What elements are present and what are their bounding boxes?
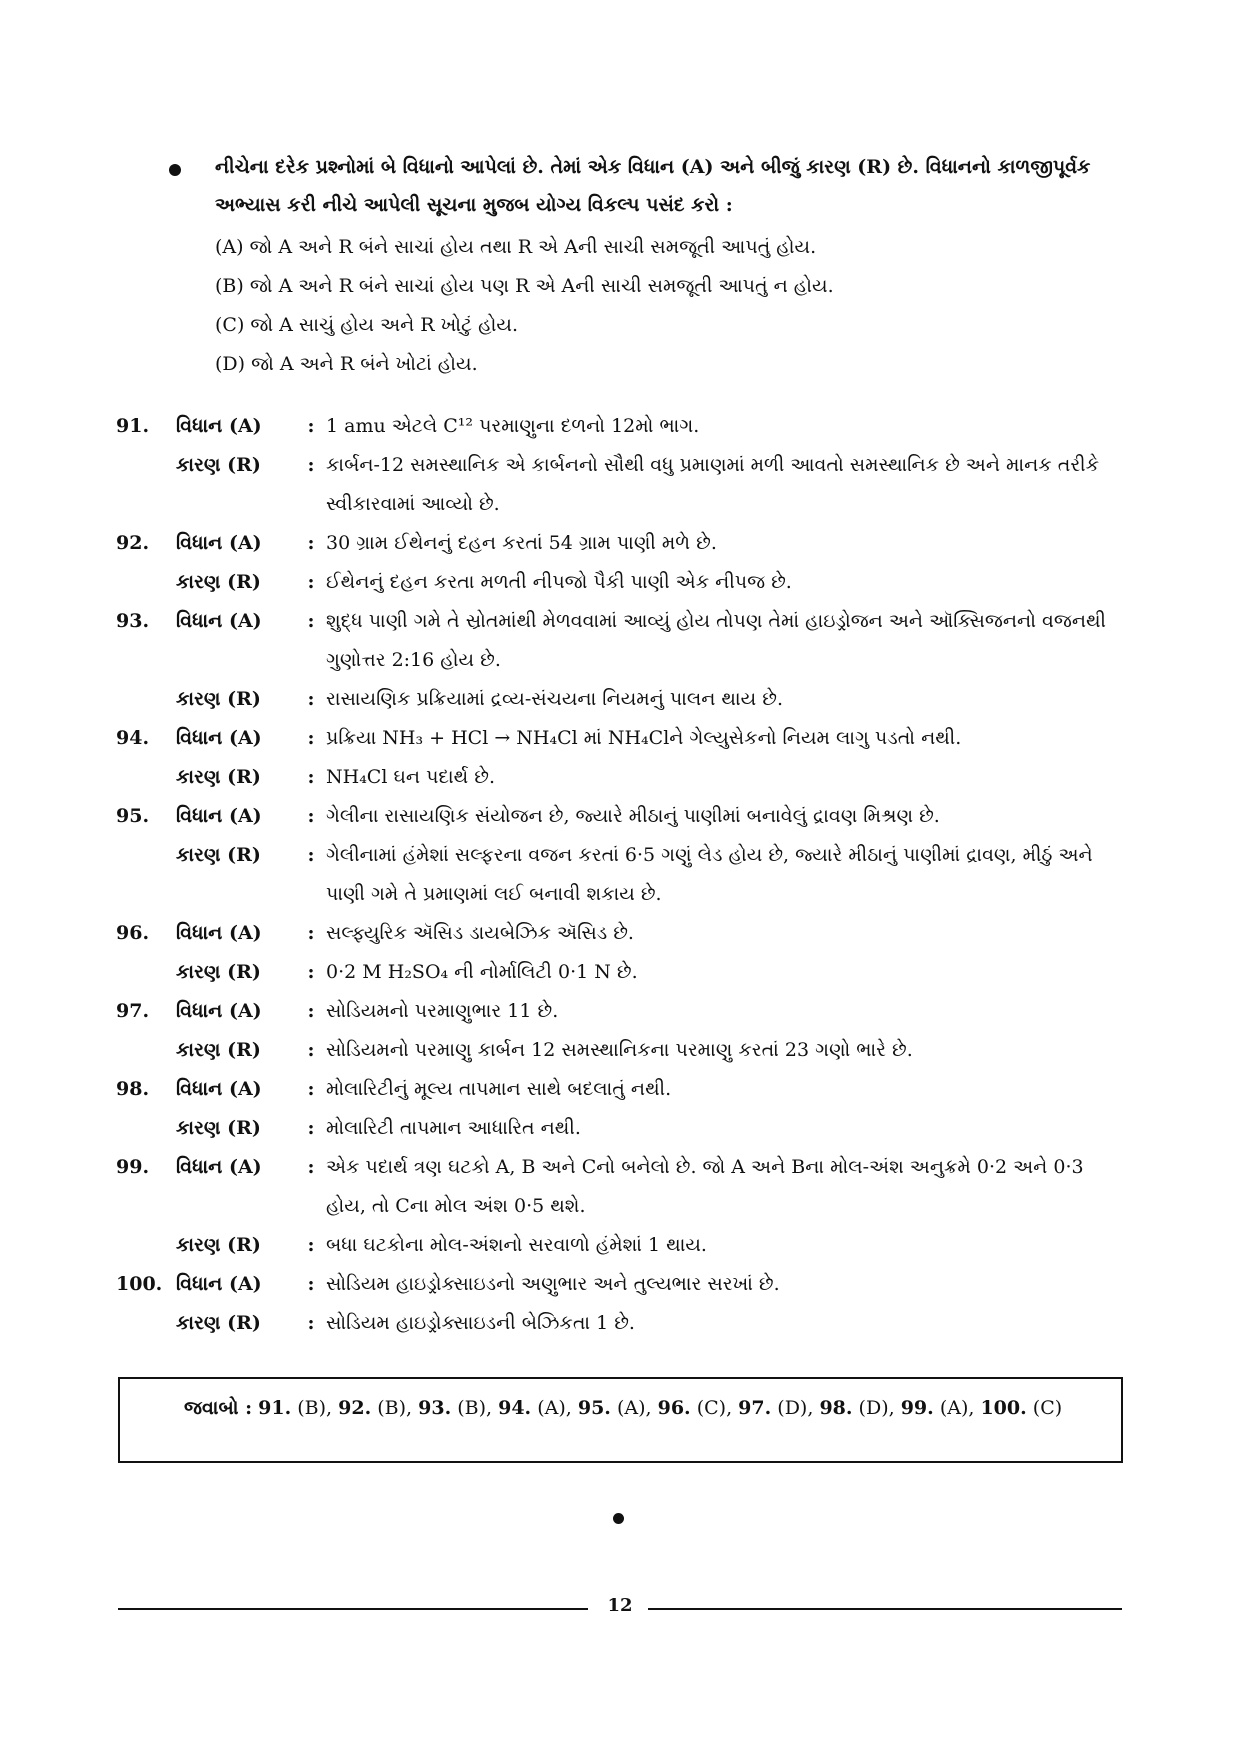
label-colon: : <box>307 532 315 554</box>
reason-text: સોડિયમનો પરમાણુ કાર્બન 12 સમસ્થાનિકના પરમાણુ કરતાં 23 ગણો ભારે છે. <box>326 1039 913 1061</box>
statement-row <box>116 602 1126 680</box>
answer-choice: (D), <box>777 1397 814 1419</box>
statement-text: સલ્ફ્યુરિક ઍસિડ ડાયબેઝિક ઍસિડ છે. <box>326 922 634 944</box>
reason-label: કારણ (R) <box>176 1312 261 1334</box>
reason-text: NH₄Cl ઘન પદાર્થ છે. <box>326 766 496 788</box>
question-item <box>116 719 1126 797</box>
answers-items <box>258 1397 1062 1419</box>
answer-item <box>819 1397 894 1419</box>
question-item <box>116 1265 1126 1343</box>
statement-row <box>116 914 1126 953</box>
option-b: (B) જો A અને R બંને સાચાં હોય પણ R એ Aની સાચી સમજૂતી આપતું ન હોય. <box>215 275 834 297</box>
statement-label: વિધાન (A) <box>176 415 262 437</box>
label-colon: : <box>307 1156 315 1178</box>
answer-item <box>498 1397 572 1419</box>
statement-row <box>116 407 1126 446</box>
answer-item <box>578 1397 652 1419</box>
footer-rule-right <box>648 1608 1122 1610</box>
reason-row <box>116 836 1126 914</box>
answer-number: 92. <box>338 1397 372 1419</box>
statement-text: 1 amu એટલે C¹² પરમાણુના દળનો 12મો ભાગ. <box>326 415 700 437</box>
reason-label: કારણ (R) <box>176 844 261 866</box>
label-colon: : <box>307 610 315 632</box>
question-item <box>116 1070 1126 1148</box>
option-a: (A) જો A અને R બંને સાચાં હોય તથા R એ Aની સાચી સમજૂતી આપતું હોય. <box>215 236 817 258</box>
answer-item <box>418 1397 492 1419</box>
reason-label: કારણ (R) <box>176 1117 261 1139</box>
label-colon: : <box>307 922 315 944</box>
label-colon: : <box>307 1117 315 1139</box>
bullet-icon <box>169 164 181 176</box>
label-colon: : <box>307 1000 315 1022</box>
question-item <box>116 1148 1126 1265</box>
statement-row <box>116 1148 1126 1226</box>
answers-label: જવાબો : <box>184 1397 253 1419</box>
statement-label: વિધાન (A) <box>176 1000 262 1022</box>
statement-text: સોડિયમ હાઇડ્રોક્સાઇડનો અણુભાર અને તુલ્યભાર સરખાં છે. <box>326 1273 780 1295</box>
reason-text: મોલારિટી તાપમાન આધારિત નથી. <box>326 1117 581 1139</box>
statement-row <box>116 797 1126 836</box>
question-number: 94. <box>116 727 150 749</box>
statement-text: શુદ્ધ પાણી ગમે તે સ્રોતમાંથી મેળવવામાં આવ્યું હોય તોપણ તેમાં હાઇડ્રોજન અને ઑક્સિજનનો વજનથી ગુણોત્તર 2:16 હોય છે. <box>326 610 1106 671</box>
label-colon: : <box>307 766 315 788</box>
question-item <box>116 524 1126 602</box>
statement-text: સોડિયમનો પરમાણુભાર 11 છે. <box>326 1000 559 1022</box>
options-list <box>215 228 1108 384</box>
reason-row <box>116 446 1126 524</box>
question-number: 92. <box>116 532 150 554</box>
question-number: 97. <box>116 1000 150 1022</box>
answer-choice: (B), <box>457 1397 493 1419</box>
label-colon: : <box>307 454 315 476</box>
question-number: 96. <box>116 922 150 944</box>
label-colon: : <box>307 1273 315 1295</box>
answer-choice: (B), <box>377 1397 413 1419</box>
answer-item <box>980 1397 1062 1419</box>
question-list <box>116 407 1126 1343</box>
label-colon: : <box>307 805 315 827</box>
instructions-text: નીચેના દરેક પ્રશ્નોમાં બે વિધાનો આપેલાં છે. તેમાં એક વિધાન (A) અને બીજું કારણ (R) છે. વિધાનનો કાળજીપૂર્વક અભ્યાસ કરી નીચે આપેલી સૂચના મુજબ યોગ્ય વિકલ્પ પસંદ કરો : <box>215 156 1091 216</box>
answers-box <box>118 1377 1123 1463</box>
question-number: 99. <box>116 1156 150 1178</box>
question-item <box>116 602 1126 719</box>
reason-row <box>116 758 1126 797</box>
reason-row <box>116 1109 1126 1148</box>
statement-label: વિધાન (A) <box>176 922 262 944</box>
question-number: 95. <box>116 805 150 827</box>
label-colon: : <box>307 1312 315 1334</box>
answer-number: 97. <box>738 1397 772 1419</box>
statement-row <box>116 1265 1126 1304</box>
reason-row <box>116 1304 1126 1343</box>
label-colon: : <box>307 961 315 983</box>
statement-label: વિધાન (A) <box>176 532 262 554</box>
reason-label: કારણ (R) <box>176 688 261 710</box>
statement-text: પ્રક્રિયા NH₃ + HCl → NH₄Cl માં NH₄Clને ગેલ્યુસેકનો નિયમ લાગુ પડતો નથી. <box>326 727 962 749</box>
statement-row <box>116 524 1126 563</box>
reason-label: કારણ (R) <box>176 961 261 983</box>
reason-row <box>116 953 1126 992</box>
question-item <box>116 797 1126 914</box>
reason-text: સોડિયમ હાઇડ્રોક્સાઇડની બેઝિકતા 1 છે. <box>326 1312 635 1334</box>
reason-row <box>116 680 1126 719</box>
statement-label: વિધાન (A) <box>176 610 262 632</box>
answer-item <box>258 1397 332 1419</box>
answer-number: 94. <box>498 1397 532 1419</box>
question-number: 91. <box>116 415 150 437</box>
reason-row <box>116 1226 1126 1265</box>
answer-choice: (B), <box>297 1397 333 1419</box>
label-colon: : <box>307 688 315 710</box>
question-item <box>116 407 1126 524</box>
statement-label: વિધાન (A) <box>176 805 262 827</box>
statement-row <box>116 719 1126 758</box>
label-colon: : <box>307 571 315 593</box>
answer-choice: (D), <box>858 1397 895 1419</box>
question-item <box>116 992 1126 1070</box>
statement-text: 30 ગ્રામ ઈથેનનું દહન કરતાં 54 ગ્રામ પાણી મળે છે. <box>326 532 717 554</box>
reason-label: કારણ (R) <box>176 766 261 788</box>
reason-text: 0·2 M H₂SO₄ ની નોર્માલિટી 0·1 N છે. <box>326 961 638 983</box>
answer-choice: (A), <box>616 1397 652 1419</box>
reason-row <box>116 1031 1126 1070</box>
option-c: (C) જો A સાચું હોય અને R ખોટું હોય. <box>215 314 518 336</box>
label-colon: : <box>307 415 315 437</box>
separator-dot-icon <box>613 1513 624 1524</box>
label-colon: : <box>307 727 315 749</box>
answer-choice: (A), <box>939 1397 975 1419</box>
footer-rule-left <box>118 1608 588 1610</box>
instructions-block <box>178 148 1108 384</box>
label-colon: : <box>307 1078 315 1100</box>
question-number: 93. <box>116 610 150 632</box>
statement-label: વિધાન (A) <box>176 1078 262 1100</box>
label-colon: : <box>307 1234 315 1256</box>
answer-choice: (A), <box>537 1397 572 1419</box>
statement-text: એક પદાર્થ ત્રણ ઘટકો A, B અને Cનો બનેલો છે. જો A અને Bના મોલ-અંશ અનુક્રમે 0·2 અને 0·3 હોય, તો Cના મોલ અંશ 0·5 થશે. <box>326 1156 1084 1217</box>
question-number: 100. <box>116 1273 163 1295</box>
answer-number: 91. <box>258 1397 292 1419</box>
reason-row <box>116 563 1126 602</box>
answer-number: 95. <box>577 1397 611 1419</box>
statement-row <box>116 1070 1126 1109</box>
reason-text: ગેલીનામાં હંમેશાં સલ્ફરના વજન કરતાં 6·5 ગણું લેડ હોય છે, જ્યારે મીઠાનું પાણીમાં દ્રાવણ, મીઠું અને પાણી ગમે તે પ્રમાણમાં લઈ બનાવી શકાય છે. <box>326 844 1093 905</box>
question-item <box>116 914 1126 992</box>
statement-text: મોલારિટીનું મૂલ્ય તાપમાન સાથે બદલાતું નથી. <box>326 1078 672 1100</box>
answer-item <box>901 1397 975 1419</box>
option-d: (D) જો A અને R બંને ખોટાં હોય. <box>215 353 478 375</box>
statement-label: વિધાન (A) <box>176 727 262 749</box>
answer-number: 99. <box>900 1397 934 1419</box>
reason-text: રાસાયણિક પ્રક્રિયામાં દ્રવ્ય-સંચયના નિયમનું પાલન થાય છે. <box>326 688 783 710</box>
answer-number: 96. <box>657 1397 691 1419</box>
answer-item <box>338 1397 412 1419</box>
answer-number: 93. <box>418 1397 452 1419</box>
answer-number: 100. <box>980 1397 1027 1419</box>
reason-label: કારણ (R) <box>176 1234 261 1256</box>
reason-label: કારણ (R) <box>176 571 261 593</box>
reason-text: ઈથેનનું દહન કરતા મળતી નીપજો પૈકી પાણી એક નીપજ છે. <box>326 571 792 593</box>
reason-text: બધા ઘટકોના મોલ-અંશનો સરવાળો હંમેશાં 1 થાય. <box>326 1234 707 1256</box>
answer-item <box>658 1397 733 1419</box>
answer-item <box>738 1397 813 1419</box>
statement-label: વિધાન (A) <box>176 1156 262 1178</box>
page-number: 12 <box>607 1595 633 1616</box>
label-colon: : <box>307 1039 315 1061</box>
statement-label: વિધાન (A) <box>176 1273 262 1295</box>
statement-text: ગેલીના રાસાયણિક સંયોજન છે, જ્યારે મીઠાનું પાણીમાં બનાવેલું દ્રાવણ મિશ્રણ છે. <box>326 805 940 827</box>
answer-choice: (C) <box>1032 1397 1063 1419</box>
reason-label: કારણ (R) <box>176 1039 261 1061</box>
reason-text: કાર્બન-12 સમસ્થાનિક એ કાર્બનનો સૌથી વધુ પ્રમાણમાં મળી આવતો સમસ્થાનિક છે અને માનક તરીકે સ્વીકારવામાં આવ્યો છે. <box>326 454 1099 515</box>
statement-row <box>116 992 1126 1031</box>
question-number: 98. <box>116 1078 150 1100</box>
answer-number: 98. <box>819 1397 853 1419</box>
label-colon: : <box>307 844 315 866</box>
reason-label: કારણ (R) <box>176 454 261 476</box>
answer-choice: (C), <box>696 1397 733 1419</box>
